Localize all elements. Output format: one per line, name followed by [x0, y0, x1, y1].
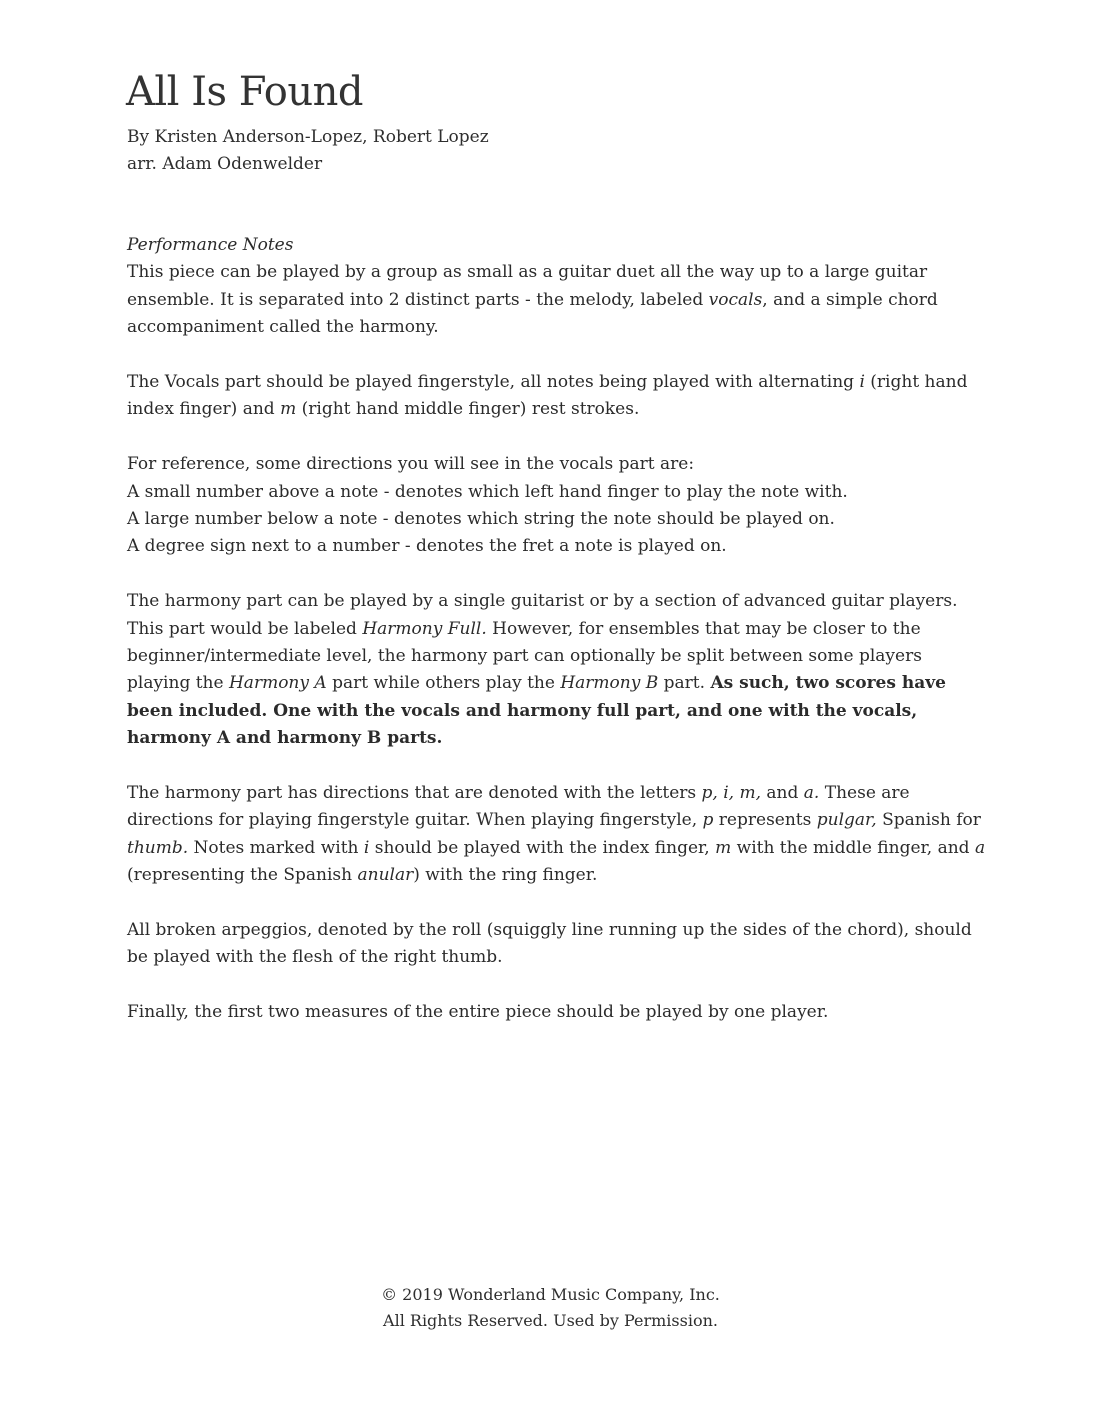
text: should be played with the index finger, [369, 837, 716, 858]
reference-large-number: A large number below a note - denotes which string the note should be played on. [127, 509, 835, 530]
text: part while others play the [326, 673, 561, 694]
notes-paragraph-fingerstyle [127, 780, 987, 890]
reference-intro: For reference, some directions you will see in the vocals part are: [127, 454, 695, 475]
arranger-line: arr. Adam Odenwelder [127, 154, 323, 174]
text: Notes marked with [188, 837, 364, 858]
italic-term: p [702, 810, 714, 831]
notes-paragraph-vocals [127, 369, 987, 424]
italic-term: p, i, m, [701, 783, 762, 804]
notes-heading: Performance Notes [127, 235, 294, 255]
text: and [761, 783, 804, 804]
text: with the middle finger, and [731, 837, 975, 858]
text: These are directions for playing fingerstyle guitar. When playing fingerstyle, [127, 783, 910, 831]
text: (right hand middle finger) rest strokes. [296, 399, 640, 420]
italic-term: anular [357, 865, 414, 886]
reference-degree-sign: A degree sign next to a number - denotes the fret a note is played on. [127, 536, 727, 557]
italic-term: i [859, 372, 865, 393]
text: part. [658, 673, 711, 694]
italic-term: i [363, 837, 370, 858]
italic-term: Harmony A [228, 673, 327, 694]
authors-line: By Kristen Anderson-Lopez, Robert Lopez [127, 127, 489, 147]
italic-term: vocals [708, 289, 763, 310]
copyright-footer [0, 1282, 1101, 1334]
text: The harmony part can be played by a single guitarist or by a section of advanced guitar players. This part would be labeled [127, 591, 958, 639]
performance-notes [127, 232, 987, 1054]
notes-paragraph-ensemble [127, 259, 987, 341]
text: The Vocals part should be played fingerstyle, all notes being played with alternating [127, 372, 860, 393]
notes-paragraph-first-measures: Finally, the first two measures of the entire piece should be played by one player. [127, 1002, 829, 1023]
italic-term: Harmony Full. [362, 618, 487, 639]
text: The harmony part has directions that are denoted with the letters [127, 783, 702, 804]
italic-term: pulgar, [816, 810, 877, 831]
bold-note: As such, two scores have been included. One with the vocals and harmony full part, and one with the vocals, harmony A and harmony B parts. [127, 673, 946, 749]
notes-paragraph-arpeggios: All broken arpeggios, denoted by the roll (squiggly line running up the sides of the chord), should be played with the flesh of the right thumb. [127, 920, 972, 968]
text: ) with the ring finger. [413, 865, 598, 886]
italic-term: Harmony B [560, 673, 659, 694]
rights-line: All Rights Reserved. Used by Permission. [383, 1311, 718, 1330]
credits-block [127, 124, 489, 178]
copyright-line: © 2019 Wonderland Music Company, Inc. [381, 1285, 720, 1304]
notes-paragraph-harmony [127, 588, 987, 752]
italic-term: a [974, 837, 986, 858]
text: , and a simple chord accompaniment called the harmony. [127, 289, 938, 338]
text: represents [713, 810, 817, 831]
reference-small-number: A small number above a note - denotes which left hand finger to play the note with. [127, 481, 848, 502]
italic-term: m [715, 837, 732, 858]
text: This piece can be played by a group as small as a guitar duet all the way up to a large guitar ensemble. It is separated into 2 distinct parts - the melody, labeled [127, 262, 928, 310]
italic-term: thumb. [127, 837, 189, 858]
page-title: All Is Found [126, 69, 364, 115]
text: Spanish for [876, 810, 981, 831]
text: However, for ensembles that may be closer to the beginner/intermediate level, the harmony part can optionally be split between some players playing the [127, 618, 922, 694]
text: (representing the Spanish [127, 865, 358, 886]
text: (right hand index finger) and [127, 372, 968, 420]
italic-term: m [280, 399, 297, 420]
italic-term: a. [803, 783, 820, 804]
notes-paragraph-reference [127, 451, 987, 561]
